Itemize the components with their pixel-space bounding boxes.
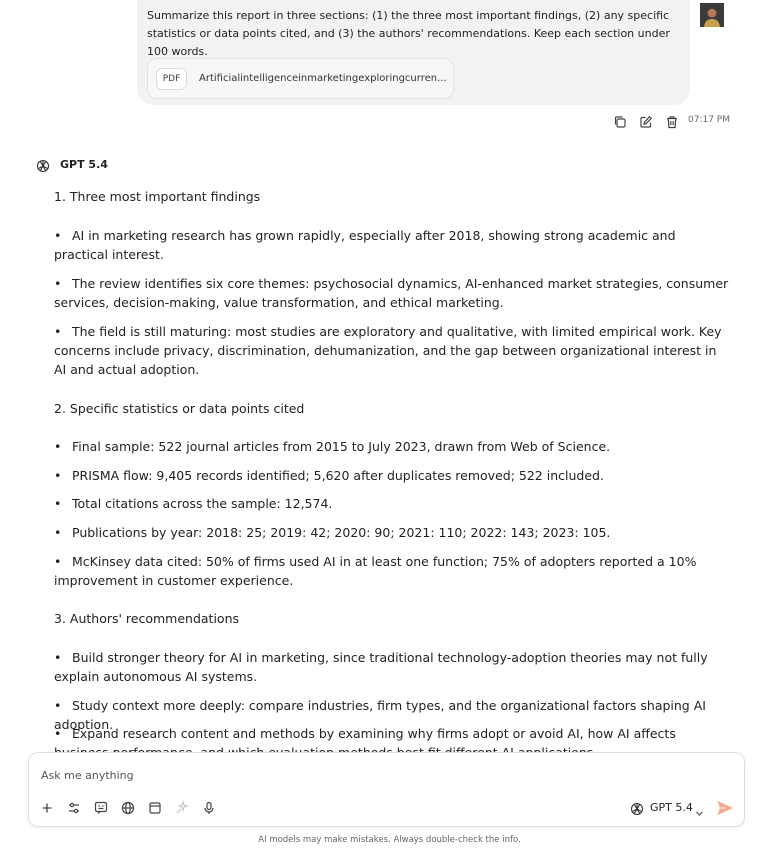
pdf-badge: PDF [156, 68, 187, 90]
list-item-text: Total citations across the sample: 12,574. [72, 496, 333, 511]
pdf-attachment[interactable] [147, 58, 454, 99]
user-message-bubble [137, 0, 690, 105]
list-item [54, 322, 730, 379]
sliders-icon[interactable] [66, 800, 82, 816]
trash-icon[interactable] [665, 114, 679, 128]
chat-input[interactable] [41, 765, 601, 785]
list-item-text: Study context more deeply: compare industries, firm types, and the organizational factors shaping AI adoption. [54, 698, 706, 732]
edit-icon[interactable] [639, 114, 653, 128]
list-item [54, 648, 730, 686]
model-selector-label: GPT 5.4 [650, 801, 693, 814]
disclaimer-text: AI models may make mistakes. Always double-check the info. [258, 835, 521, 845]
list-item [54, 466, 730, 485]
list-item-text: AI in marketing research has grown rapidly, especially after 2018, showing strong academic and practical interest. [54, 228, 676, 262]
microphone-icon[interactable] [201, 800, 217, 816]
list-item [54, 523, 730, 542]
list-item [54, 226, 730, 264]
prompt-library-icon[interactable] [93, 800, 109, 816]
message-composer [28, 752, 745, 827]
list-item-text: Expand research content and methods by examining why firms adopt or avoid AI, how AI affects [72, 726, 676, 741]
list-item-text: McKinsey data cited: 50% of firms used AI in at least one function; 75% of adopters reported a 10% improvement in customer experience. [54, 554, 697, 588]
list-item-text: Final sample: 522 journal articles from 2015 to July 2023, drawn from Web of Science. [72, 439, 611, 454]
list-item-text: The field is still maturing: most studies are exploratory and qualitative, with limited empirical work. Key concerns include privacy, discrimination, dehumanization, and the gap between organizational interest in AI and actual adoption. [54, 324, 722, 377]
assistant-model-name: GPT 5.4 [60, 158, 108, 171]
list-item-text: The review identifies six core themes: psychosocial dynamics, AI-enhanced market strategies, consumer services, decision-making, value transformation, and ethical marketing. [54, 276, 729, 310]
list-item [54, 552, 730, 590]
section-heading: 3. Authors' recommendations [54, 611, 239, 626]
section-heading: 1. Three most important findings [54, 189, 261, 204]
copy-icon[interactable] [613, 114, 627, 128]
assistant-answer [54, 187, 730, 751]
globe-icon[interactable] [120, 800, 136, 816]
attachment-filename: Artificialintelligenceinmarketingexploringcurren... [199, 73, 447, 84]
list-item-text: PRISMA flow: 9,405 records identified; 5,620 after duplicates removed; 522 included. [72, 468, 604, 483]
send-button[interactable] [715, 798, 735, 818]
section-heading: 2. Specific statistics or data points cited [54, 401, 305, 416]
sparkle-icon[interactable] [174, 800, 190, 816]
plus-icon[interactable] [39, 800, 55, 816]
list-item [54, 437, 730, 456]
chevron-down-icon [695, 803, 704, 822]
list-item [54, 494, 730, 513]
user-message-text: Summarize this report in three sections: (1) the three most important findings, (2) any specific statistics or data points cited, and (3) the authors' recommendations. Keep each section under 100 words. [147, 9, 670, 58]
list-item [54, 274, 730, 312]
openai-logo-icon [630, 801, 644, 820]
message-timestamp: 07:17 PM [688, 115, 730, 125]
openai-logo-icon [36, 158, 50, 177]
user-avatar[interactable] [700, 3, 724, 27]
canvas-icon[interactable] [147, 800, 163, 816]
list-item-text: Build stronger theory for AI in marketing, since traditional technology-adoption theories may not fully explain autonomous AI systems. [54, 650, 708, 684]
list-item-text: Publications by year: 2018: 25; 2019: 42; 2020: 90; 2021: 110; 2022: 143; 2023: 105. [72, 525, 611, 540]
